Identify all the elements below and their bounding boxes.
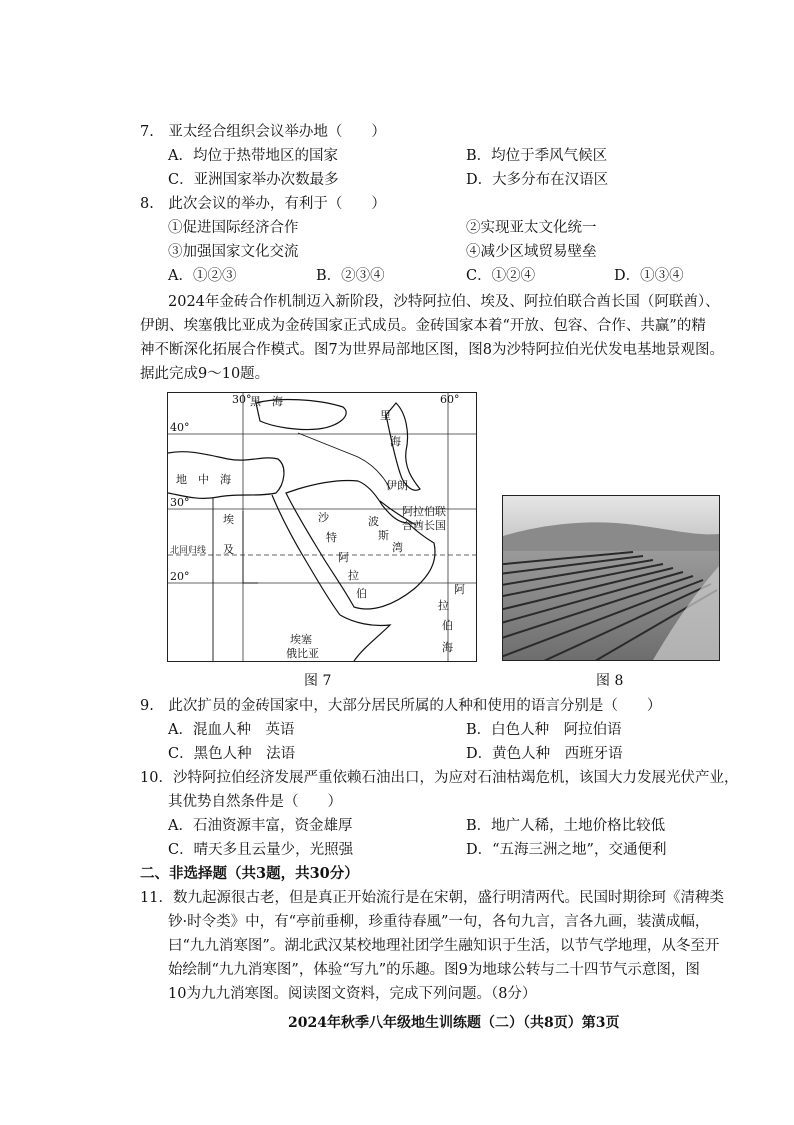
label-iran: 伊朗 <box>386 479 408 492</box>
label-tropic: 北回归线 <box>170 546 207 556</box>
page-footer: 2024年秋季八年级地生训练题（二）（共8页）第3页 <box>288 1015 620 1031</box>
q8-option-a: A．①②③ <box>168 268 237 284</box>
figure-8-photo <box>502 495 720 661</box>
q8-item-4: ④减少区域贸易壁垒 <box>466 244 597 260</box>
label-caspian-2: 海 <box>390 435 401 448</box>
q8-item-3: ③加强国家文化交流 <box>168 244 299 260</box>
q8-option-b: B．②③④ <box>316 268 385 284</box>
q10-stem-line-2: 其优势自然条件是（ ） <box>168 794 342 810</box>
label-caspian-1: 里 <box>380 409 391 422</box>
passage-line-1: 2024年金砖合作机制迈入新阶段，沙特阿拉伯、埃及、阿拉伯联合酋长国（阿联酋）、 <box>168 294 720 310</box>
q7-option-a: A．均位于热带地区的国家 <box>168 148 338 164</box>
q8-option-d: D．①③④ <box>614 268 684 284</box>
q11-line-4: 始绘制“九九消寒图”，体验“写九”的乐趣。图9为地球公转与二十四节气示意图，图 <box>168 962 700 978</box>
passage-line-3: 神不断深化拓展合作模式。图7为世界局部地区图，图8为沙特阿拉伯光伏发电基地景观图。 <box>140 342 724 358</box>
label-egypt-2: 及 <box>223 543 234 556</box>
label-arabian-sea-2: 拉 <box>438 599 449 612</box>
label-uae-2: 合酋长国 <box>402 519 446 532</box>
figure-8-caption: 图 8 <box>596 673 624 689</box>
q10-stem-line-1: 10．沙特阿拉伯经济发展严重依赖石油出口，为应对石油枯竭危机，该国大力发展光伏产业， <box>140 770 739 786</box>
q9-option-c: C．黑色人种 法语 <box>168 746 296 762</box>
label-ethiopia-2: 俄比亚 <box>286 647 319 660</box>
label-arabian-sea-1: 阿 <box>454 583 465 596</box>
passage-line-4: 据此完成9～10题。 <box>140 366 270 382</box>
q8-item-2: ②实现亚太文化统一 <box>466 220 597 236</box>
label-persian-gulf-3: 湾 <box>392 541 403 554</box>
label-arabian-sea-4: 海 <box>442 641 453 654</box>
q8-stem: 8. 此次会议的举办，有利于（ ） <box>140 196 386 212</box>
q9-stem: 9. 此次扩员的金砖国家中，大部分居民所属的人种和使用的语言分别是（ ） <box>140 698 662 714</box>
q7-option-b: B．均位于季风气候区 <box>466 148 608 164</box>
q10-option-c: C．晴天多且云量少，光照强 <box>168 842 354 858</box>
q8-item-1: ①促进国际经济合作 <box>168 220 299 236</box>
q9-option-b: B．白色人种 阿拉伯语 <box>466 722 622 738</box>
label-lon30: 30° <box>232 393 252 406</box>
label-ethiopia-1: 埃塞 <box>290 633 312 646</box>
figure-7-map <box>167 392 477 662</box>
q10-option-b: B．地广人稀，土地价格比较低 <box>466 818 666 834</box>
label-lon60: 60° <box>440 393 460 406</box>
q7-option-d: D．大多分布在汉语区 <box>466 172 609 188</box>
label-persian-gulf-2: 斯 <box>378 529 389 542</box>
label-mediterranean: 地 中 海 <box>176 473 231 486</box>
q11-line-3: 曰“九九消寒图”。湖北武汉某校地理社团学生融知识于生活，以节气学地理，从冬至开 <box>168 938 720 954</box>
label-lat40: 40° <box>170 421 190 434</box>
q7-option-c: C．亚洲国家举办次数最多 <box>168 172 339 188</box>
label-lat30: 30° <box>170 496 190 509</box>
label-saudi-4: 拉 <box>348 569 359 582</box>
label-saudi-2: 特 <box>326 531 337 544</box>
label-saudi-5: 伯 <box>356 587 367 600</box>
q9-option-d: D．黄色人种 西班牙语 <box>466 746 623 762</box>
q11-line-2: 钞·时令类》中，有“亭前垂柳，珍重待春風”一句，各句九言，言各九画，装潢成幅， <box>168 914 710 930</box>
label-saudi-1: 沙 <box>318 511 329 524</box>
label-saudi-3: 阿 <box>338 551 349 564</box>
q7-stem: 7. 亚太经合组织会议举办地（ ） <box>140 124 386 140</box>
passage-line-2: 伊朗、埃塞俄比亚成为金砖国家正式成员。金砖国家本着“开放、包容、合作、共赢”的精 <box>140 318 706 334</box>
label-black-sea-1: 黑 <box>250 395 261 408</box>
label-uae-1: 阿拉伯联 <box>402 505 446 518</box>
label-lat20: 20° <box>170 570 190 583</box>
q8-option-c: C．①②④ <box>466 268 536 284</box>
label-black-sea-2: 海 <box>272 395 283 408</box>
q10-option-a: A．石油资源丰富，资金雄厚 <box>168 818 353 834</box>
q9-option-a: A．混血人种 英语 <box>168 722 295 738</box>
section-2-heading: 二、非选择题（共3题，共30分） <box>140 865 359 882</box>
q10-option-d: D．“五海三洲之地”，交通便利 <box>466 842 667 858</box>
label-arabian-sea-3: 伯 <box>442 619 453 632</box>
label-persian-gulf-1: 波 <box>368 515 379 528</box>
label-egypt-1: 埃 <box>223 513 234 526</box>
solar-farm-image <box>503 496 719 660</box>
q11-line-1: 11．数九起源很古老，但是真正开始流行是在宋朝，盛行明清两代。民国时期徐珂《清稗类 <box>140 890 724 906</box>
q11-line-5: 10为九九消寒图。阅读图文资料，完成下列问题。（8分） <box>168 986 537 1002</box>
map-svg <box>168 393 476 661</box>
figure-7-caption: 图 7 <box>304 673 332 689</box>
